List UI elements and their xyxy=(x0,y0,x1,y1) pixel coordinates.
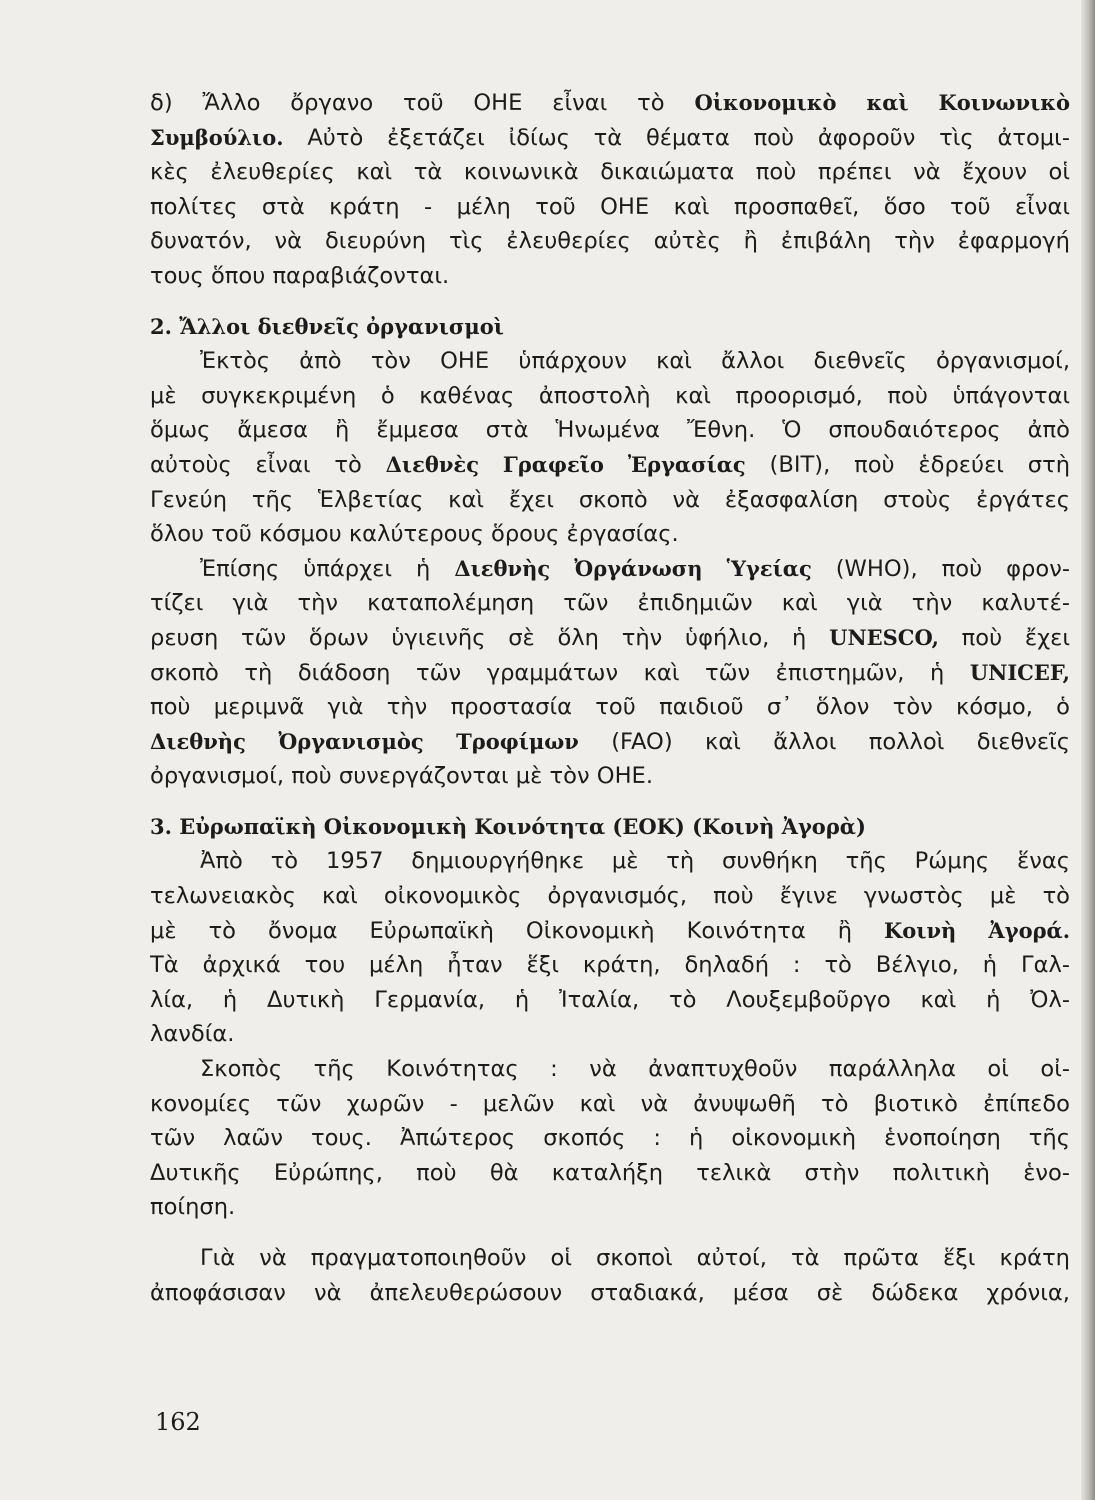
s3-p1-line-5: λία, ἡ Δυτικὴ Γερμανία, ἡ Ἰταλία, τὸ Λουξεμβοῦργο καὶ ἡ Ὀλ- xyxy=(150,986,1070,1013)
section-d-line-1: δ) Ἄλλο ὄργανο τοῦ ΟΗΕ εἶναι τὸ Οἰκονομικὸ καὶ Κοινωνικὸ xyxy=(150,90,1070,116)
section-2-heading: 2. Ἄλλοι διεθνεῖς ὀργανισμοὶ xyxy=(150,313,504,339)
s3-p3-line-2: ἀποφάσισαν νὰ ἀπελευθερώσουν σταδιακά, μέσα σὲ δώδεκα χρόνια, xyxy=(150,1279,1070,1306)
s3-p2-line-1: Σκοπὸς τῆς Κοινότητας : νὰ ἀναπτυχθοῦν παράλληλα οἱ οἰ- xyxy=(200,1056,1070,1083)
section-2-paragraph-1 xyxy=(150,344,1070,552)
term-who: Διεθνὴς Ὀργάνωση Ὑγείας xyxy=(454,555,812,581)
s3-p1-line-4: Τὰ ἀρχικά του μέλη ἦταν ἕξι κράτη, δηλαδή : τὸ Βέλγιο, ἡ Γαλ- xyxy=(150,952,1070,979)
s2-p1-line-3: ὅμως ἄμεσα ἢ ἔμμεσα στὰ Ἡνωμένα Ἔθνη. Ὁ σπουδαιότερος ἀπὸ xyxy=(150,417,1070,444)
s3-p3-line-1: Γιὰ νὰ πραγματοποιηθοῦν οἱ σκοποὶ αὐτοί, τὰ πρῶτα ἕξι κράτη xyxy=(200,1245,1070,1271)
s2-p1-line-2: μὲ συγκεκριμένη ὁ καθένας ἀποστολὴ καὶ προορισμό, ποὺ ὑπάγονται xyxy=(150,382,1070,409)
s3-p1-line-3: μὲ τὸ ὄνομα Εὐρωπαϊκὴ Οἰκονομικὴ Κοινότητα ἢ Κοινὴ Ἀγορά. xyxy=(150,917,1070,944)
term-economic-social-council: Οἰκονομικὸ καὶ Κοινωνικὸ xyxy=(694,90,1070,115)
term-common-market: Κοινὴ Ἀγορά. xyxy=(884,917,1070,943)
term-unicef: UNICEF, xyxy=(969,659,1070,685)
s2-p2-line-6: Διεθνὴς Ὀργανισμὸς Τροφίμων (FAO) καὶ ἄλλοι πολλοὶ διεθνεῖς xyxy=(150,728,1070,755)
section-d-line-5: δυνατόν, νὰ διευρύνη τὶς ἐλευθερίες αὐτὲς ἢ ἐπιβάλη τὴν ἐφαρμογή xyxy=(150,228,1070,255)
section-3-heading: 3. Εὐρωπαϊκὴ Οἰκονομικὴ Κοινότητα (ΕΟΚ) (Κοινὴ Ἀγορὰ) xyxy=(150,813,866,839)
section-d-line-3: κὲς ἐλευθερίες καὶ τὰ κοινωνικὰ δικαιώματα ποὺ πρέπει νὰ ἔχουν οἱ xyxy=(150,159,1070,186)
s2-p1-line-5: Γενεύη τῆς Ἑλβετίας καὶ ἔχει σκοπὸ νὰ ἐξασφαλίση στοὺς ἐργάτες xyxy=(150,486,1070,513)
s2-p2-line-7: ὀργανισμοί, ποὺ συνεργάζονται μὲ τὸν ΟΗΕ. xyxy=(150,763,654,790)
term-ilo: Διεθνὲς Γραφεῖο Ἐργασίας xyxy=(385,451,746,477)
s3-p1-line-1: Ἀπὸ τὸ 1957 δημιουργήθηκε μὲ τὴ συνθήκη τῆς Ρώμης ἕνας xyxy=(200,848,1070,875)
term-fao: Διεθνὴς Ὀργανισμὸς Τροφίμων xyxy=(150,728,579,754)
page-number: 162 xyxy=(155,1408,201,1436)
page-edge-shadow xyxy=(1081,0,1095,1500)
s2-p2-line-1: Ἐπίσης ὑπάρχει ἡ Διεθνὴς Ὀργάνωση Ὑγείας (WHO), ποὺ φρον- xyxy=(200,555,1070,582)
page-text xyxy=(150,86,1070,1310)
s3-p2-line-3: τῶν λαῶν τους. Ἀπώτερος σκοπός : ἡ οἰκονομικὴ ἑνοποίηση τῆς xyxy=(150,1125,1070,1152)
section-d-paragraph xyxy=(150,86,1070,294)
s3-p2-line-2: κονομίες τῶν χωρῶν - μελῶν καὶ νὰ ἀνυψωθῆ τὸ βιοτικὸ ἐπίπεδο xyxy=(150,1090,1070,1117)
s2-p2-line-2: τίζει γιὰ τὴν καταπολέμηση τῶν ἐπιδημιῶν καὶ γιὰ τὴν καλυτέ- xyxy=(150,590,1070,617)
s3-p1-line-6: λανδία. xyxy=(150,1021,235,1048)
term-unesco: UNESCO, xyxy=(829,624,939,650)
s2-p1-line-6: ὅλου τοῦ κόσμου καλύτερους ὅρους ἐργασίας. xyxy=(150,521,679,548)
section-3-paragraph-3 xyxy=(150,1241,1070,1310)
section-d-line-6: τους ὅπου παραβιάζονται. xyxy=(150,262,450,289)
s3-p2-line-5: ποίηση. xyxy=(150,1194,236,1221)
section-3-paragraph-2 xyxy=(150,1052,1070,1225)
s3-p2-line-4: Δυτικῆς Εὐρώπης, ποὺ θὰ καταλήξη τελικὰ στὴν πολιτικὴ ἑνο- xyxy=(150,1159,1070,1186)
s2-p1-line-1: Ἐκτὸς ἀπὸ τὸν ΟΗΕ ὑπάρχουν καὶ ἄλλοι διεθνεῖς ὀργανισμοί, xyxy=(200,348,1070,375)
section-2-paragraph-2 xyxy=(150,552,1070,794)
s2-p2-line-4: σκοπὸ τὴ διάδοση τῶν γραμμάτων καὶ τῶν ἐπιστημῶν, ἡ UNICEF, xyxy=(150,659,1070,686)
s2-p2-line-3: ρευση τῶν ὅρων ὑγιεινῆς σὲ ὅλη τὴν ὑφήλιο, ἡ UNESCO, ποὺ ἔχει xyxy=(150,624,1070,651)
section-d-line-2: Συμβούλιο. Αὐτὸ ἐξετάζει ἰδίως τὰ θέματα ποὺ ἀφοροῦν τὶς ἀτομι- xyxy=(150,124,1070,151)
s2-p2-line-5: ποὺ μεριμνᾶ γιὰ τὴν προστασία τοῦ παιδιοῦ σ᾽ ὅλον τὸν κόσμο, ὁ xyxy=(150,694,1070,721)
s2-p1-line-4: αὐτοὺς εἶναι τὸ Διεθνὲς Γραφεῖο Ἐργασίας (ΒΙΤ), ποὺ ἑδρεύει στὴ xyxy=(150,451,1070,478)
term-council: Συμβούλιο. xyxy=(150,124,284,150)
section-d-line-4: πολίτες στὰ κράτη - μέλη τοῦ ΟΗΕ καὶ προσπαθεῖ, ὅσο τοῦ εἶναι xyxy=(150,193,1070,220)
s3-p1-line-2: τελωνειακὸς καὶ οἰκονομικὸς ὀργανισμός, ποὺ ἔγινε γνωστὸς μὲ τὸ xyxy=(150,883,1070,910)
section-3-paragraph-1 xyxy=(150,844,1070,1052)
